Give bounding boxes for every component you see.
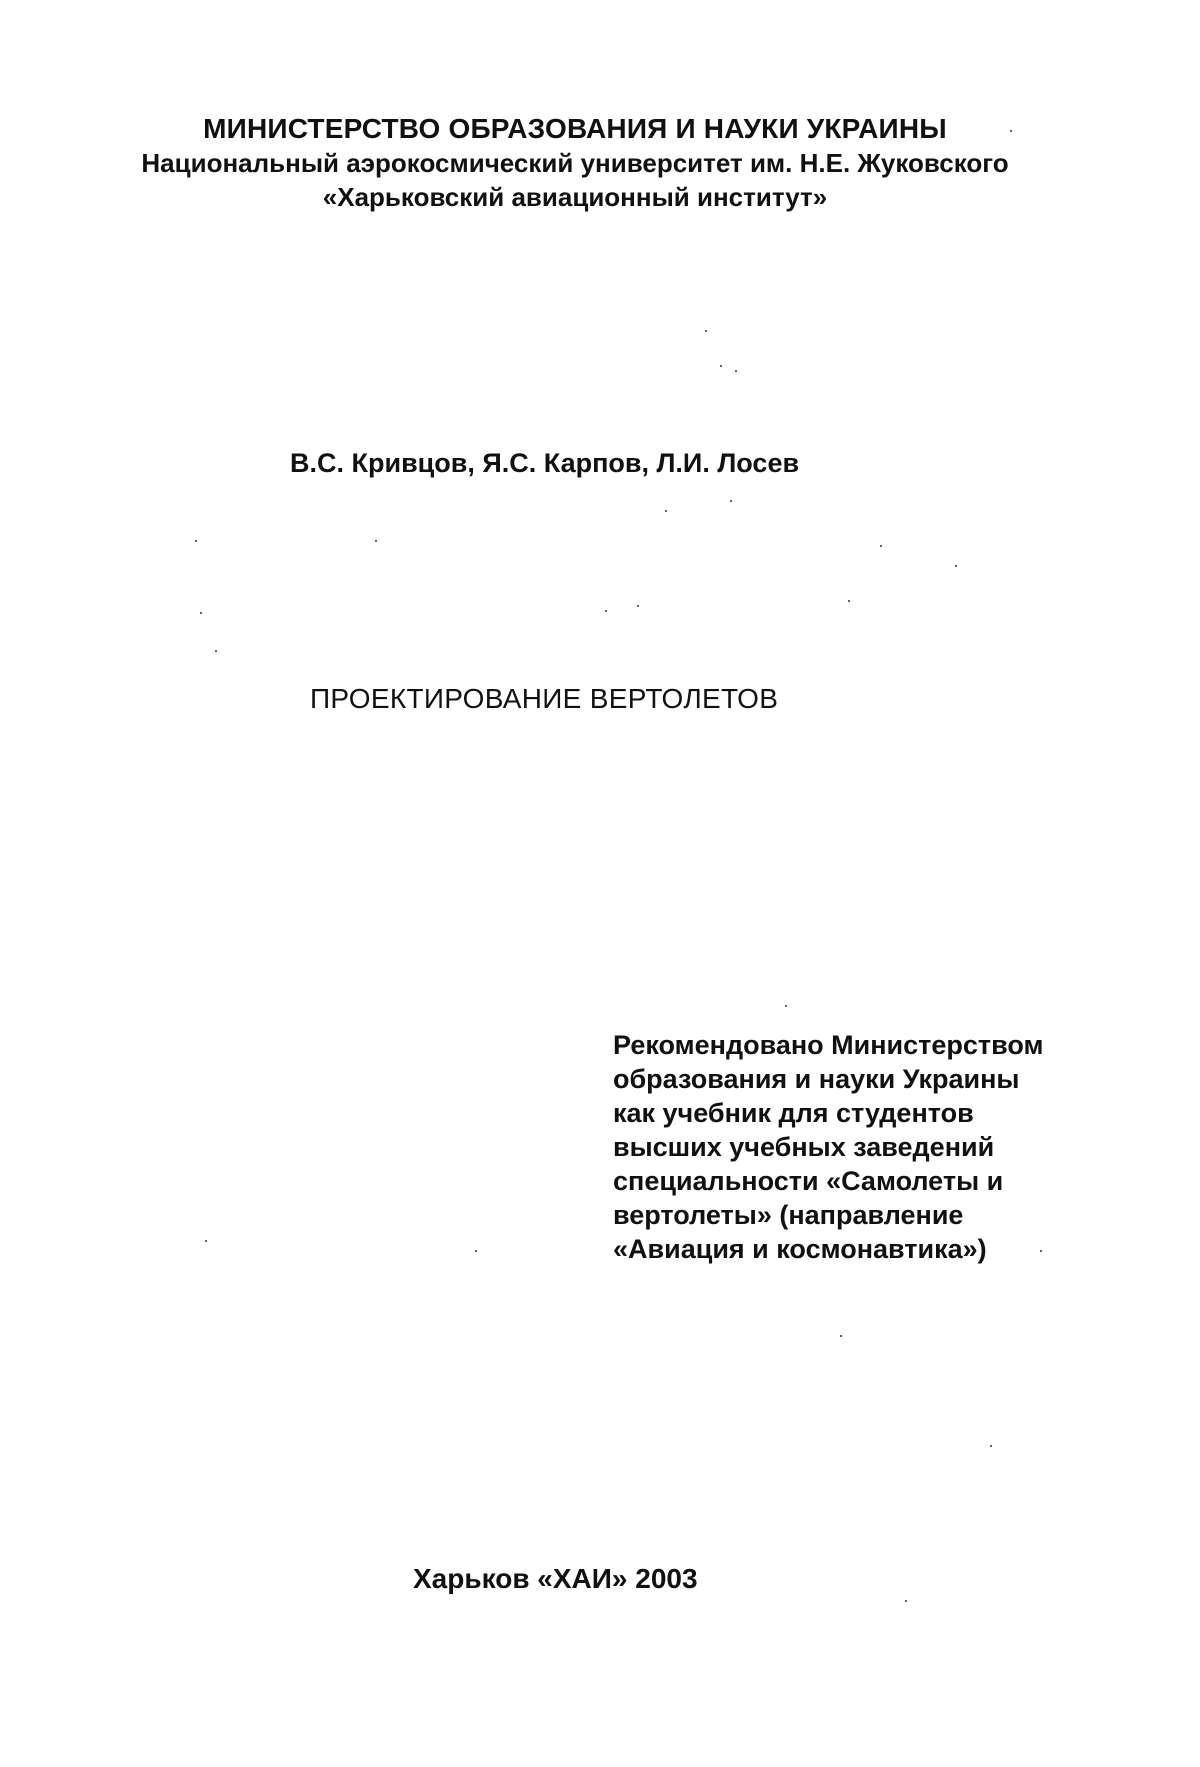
- university-line: Национальный аэрокосмический университет им. Н.Е. Жуковского: [141, 148, 1009, 178]
- scan-speck: [735, 370, 737, 372]
- scan-speck: [1040, 1250, 1042, 1252]
- recommendation-line: Рекомендовано Министерством: [613, 1030, 1044, 1060]
- institute-line: «Харьковский авиационный институт»: [322, 182, 828, 212]
- scan-speck: [205, 1240, 207, 1242]
- scan-speck: [665, 510, 667, 512]
- scan-speck: [990, 1445, 992, 1447]
- scan-speck: [195, 540, 197, 542]
- scan-speck: [375, 540, 377, 542]
- recommendation-line: «Авиация и космонавтика»): [613, 1234, 987, 1264]
- recommendation-line: вертолеты» (направление: [613, 1200, 964, 1230]
- scan-speck: [215, 650, 217, 652]
- scan-speck: [955, 565, 957, 567]
- publisher-footer: Харьков «ХАИ» 2003: [413, 1563, 698, 1594]
- scan-speck: [785, 1005, 787, 1007]
- scan-speck: [637, 605, 639, 607]
- scan-speck: [880, 545, 882, 547]
- scan-speck: [720, 365, 722, 367]
- scan-speck: [605, 610, 607, 612]
- scan-speck: [475, 1250, 477, 1252]
- scan-speck: [848, 600, 850, 602]
- recommendation-line: образования и науки Украины: [613, 1064, 1020, 1094]
- scan-speck: [730, 500, 732, 502]
- scan-speck: [905, 1600, 907, 1602]
- recommendation-block: [613, 1028, 1133, 1266]
- scan-speck: [705, 330, 707, 332]
- scan-speck: [1010, 130, 1012, 132]
- recommendation-line: как учебник для студентов: [613, 1098, 974, 1128]
- institution-header: [0, 112, 1150, 214]
- recommendation-line: высших учебных заведений: [613, 1132, 995, 1162]
- ministry-line: МИНИСТЕРСТВО ОБРАЗОВАНИЯ И НАУКИ УКРАИНЫ: [203, 113, 947, 144]
- scan-speck: [840, 1335, 842, 1337]
- recommendation-line: специальности «Самолеты и: [613, 1166, 1004, 1196]
- document-title: ПРОЕКТИРОВАНИЕ ВЕРТОЛЕТОВ: [310, 683, 779, 714]
- scan-speck: [200, 612, 202, 614]
- authors: В.С. Кривцов, Я.С. Карпов, Л.И. Лосев: [290, 448, 800, 478]
